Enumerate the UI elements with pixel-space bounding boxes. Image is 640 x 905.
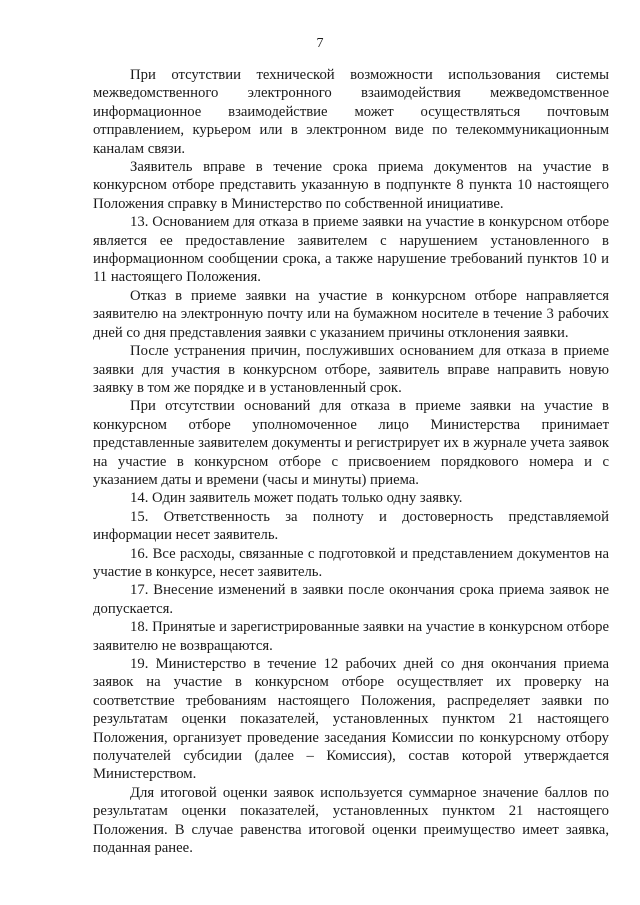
paragraph-13-refusal-grounds: 13. Основанием для отказа в приеме заявки на участие в конкурсном отборе является ее предоставление заявителем с нарушением установленного в информационном сообщении срока, а также нарушение требований пунктов 10 и 11 настоящего Положения. [93,214,609,286]
paragraph-14-one-application: 14. Один заявитель может подать только одну заявку. [130,490,463,507]
paragraph-19-review: 19. Министерство в течение 12 рабочих дней со дня окончания приема заявок на участие в конкурсном отборе осуществляет их проверку на соответствие требованиям настоящего Положения, распределяет заявки по результатам оценки показателей, установленных пунктом 21 настоящего Положения, организует проведение заседания Комиссии по конкурсному отбору получателей субсидии (далее – Комиссия), состав которой утверждается Министерством. [93,656,609,783]
paragraph-registration: При отсутствии оснований для отказа в приеме заявки на участие в конкурсном отборе уполномоченное лицо Министерства принимает представленные заявителем документы и регистрирует их в журнале учета заявок на участие в конкурсном отборе с присвоением порядкового номера и с указанием даты и времени (часы и минуты) приема. [93,398,609,488]
paragraph-18-not-returned: 18. Принятые и зарегистрированные заявки на участие в конкурсном отборе заявителю не возвращаются. [93,619,609,654]
paragraph-applicant-certificate: Заявитель вправе в течение срока приема документов на участие в конкурсном отборе представить указанную в подпункте 8 пункта 10 настоящего Положения справку в Министерство по собственной инициативе. [93,159,609,212]
paragraph-resubmission: После устранения причин, послуживших основанием для отказа в приеме заявки для участия в конкурсном отборе, заявитель вправе направить новую заявку в том же порядке и в установленный срок. [93,343,609,396]
paragraph-final-score: Для итоговой оценки заявок используется суммарное значение баллов по результатам оценки показателей, установленных пунктом 21 настоящего Положения. В случае равенства итоговой оценки преимущество имеет заявка, поданная ранее. [93,784,609,857]
paragraph-no-technical-capability: При отсутствии технической возможности использования системы межведомственного электронного взаимодействия межведомственное информационное взаимодействие может осуществляться почтовым отправлением, курьером или в электронном виде по телекоммуникационным каналам связи. [93,67,609,157]
paragraph-16-expenses: 16. Все расходы, связанные с подготовкой и представлением документов на участие в конкурсе, несет заявитель. [93,545,609,580]
paragraph-refusal-notice: Отказ в приеме заявки на участие в конкурсном отборе направляется заявителю на электронную почту или на бумажном носителе в течение 3 рабочих дней со дня представления заявки с указанием причины отклонения заявки. [93,287,609,341]
paragraph-15-responsibility: 15. Ответственность за полноту и достоверность представляемой информации несет заявитель. [93,508,609,544]
document-body [93,66,609,857]
paragraph-17-no-changes: 17. Внесение изменений в заявки после окончания срока приема заявок не допускается. [93,582,609,617]
page-number: 7 [316,36,324,51]
